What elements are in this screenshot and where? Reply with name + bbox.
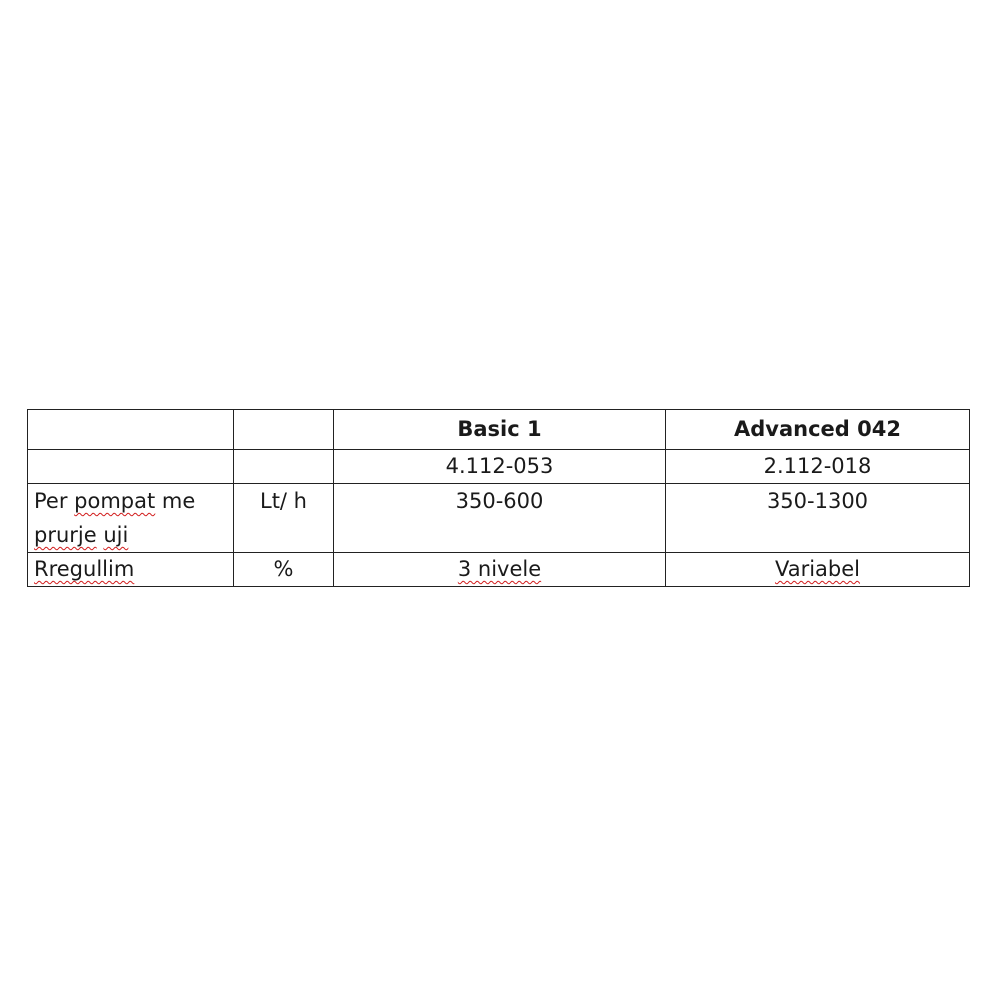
- flow-label-word-uji: uji: [103, 523, 129, 547]
- flow-basic-value: 350-600: [334, 484, 666, 553]
- flow-label: [28, 484, 234, 553]
- code-basic: 4.112-053: [334, 450, 666, 484]
- table-row-regulation: [28, 553, 970, 587]
- spec-comparison-table: [27, 409, 970, 587]
- regulation-label-text: Rregullim: [34, 557, 135, 581]
- code-advanced: 2.112-018: [666, 450, 970, 484]
- header-empty-cell-2: [234, 410, 334, 450]
- table-row-flow: [28, 484, 970, 553]
- regulation-unit: %: [234, 553, 334, 587]
- table-row-header: [28, 410, 970, 450]
- flow-label-word-prurje: prurje: [34, 523, 97, 547]
- regulation-basic-text: 3 nivele: [457, 557, 542, 581]
- flow-unit: Lt/ h: [234, 484, 334, 553]
- flow-advanced-value: 350-1300: [666, 484, 970, 553]
- flow-label-word-pompat: pompat: [74, 489, 156, 513]
- regulation-basic-value: [334, 553, 666, 587]
- codes-empty-cell-1: [28, 450, 234, 484]
- regulation-label: [28, 553, 234, 587]
- header-advanced-042: Advanced 042: [666, 410, 970, 450]
- regulation-advanced-text: Variabel: [774, 557, 861, 581]
- header-empty-cell-1: [28, 410, 234, 450]
- table-row-codes: [28, 450, 970, 484]
- regulation-advanced-value: [666, 553, 970, 587]
- flow-label-word-per: Per: [34, 489, 68, 513]
- codes-empty-cell-2: [234, 450, 334, 484]
- header-basic-1: Basic 1: [334, 410, 666, 450]
- flow-label-word-me: me: [161, 489, 196, 513]
